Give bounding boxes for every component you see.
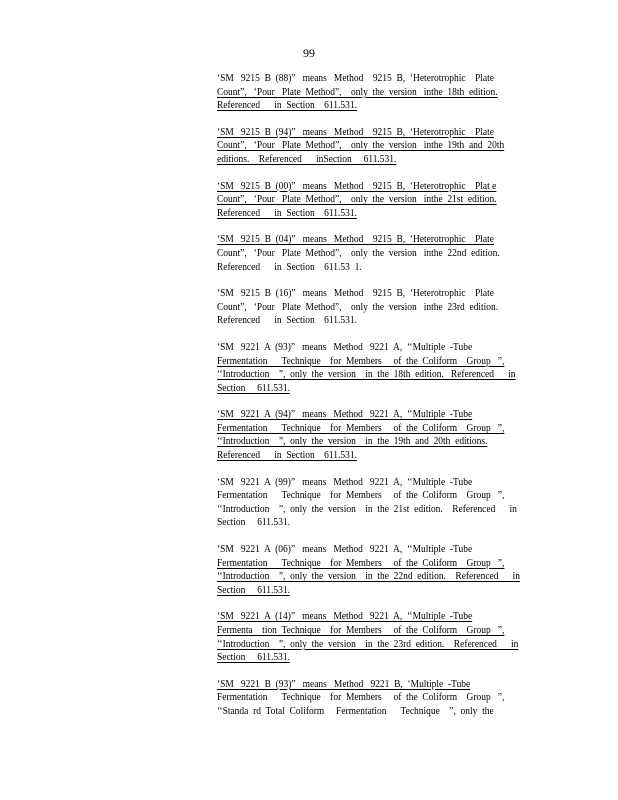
definition-entry — [217, 126, 543, 167]
definition-line-text: Fermentation Technique for Members of the Coliform Group ”, — [217, 354, 505, 367]
definition-line — [217, 678, 497, 692]
definition-entry — [217, 610, 543, 664]
definition-line-text: Referenced in Section 611.531. — [217, 206, 357, 219]
definition-line — [217, 543, 497, 557]
definition-line-text: Referenced in Section 611.531. — [217, 99, 357, 112]
definition-line-text: ‘‘Introduction ”, only the version in the 19th and 20th editions. — [217, 435, 488, 448]
definition-line — [217, 368, 516, 382]
definition-line-text: Count”, ‘Pour Plate Method”, only the version inthe 18th edition. — [217, 85, 498, 98]
definition-line — [217, 556, 505, 571]
definition-line-text: ‘SM 9221 A (94)” means Method 9221 A, ‘‘Multiple -Tube — [217, 408, 473, 421]
definition-line — [217, 610, 497, 624]
definition-line-text: editions. Referenced inSection 611.531. — [217, 152, 397, 165]
definition-line-text: Section 611.531. — [217, 381, 290, 394]
definition-line — [217, 193, 497, 207]
definition-line-text: Fermentation Technique for Members of the Coliform Group ”, — [217, 556, 505, 569]
definition-line — [217, 86, 497, 100]
definition-line — [217, 99, 497, 113]
definition-line — [217, 584, 497, 598]
definition-entry — [217, 233, 543, 274]
definition-entry — [217, 341, 543, 395]
definition-line-text: ‘SM 9215 B (16)” means Method 9215 B, ‘Heterotrophic Plate — [217, 287, 494, 300]
definition-line — [217, 180, 497, 194]
definition-line — [217, 246, 500, 261]
definition-line-text: ‘‘Introduction ”, only the version in the 23rd edition. Referenced in — [217, 637, 519, 650]
definition-entry — [217, 543, 543, 597]
definition-entry — [217, 678, 543, 719]
definition-line — [217, 126, 497, 140]
definition-entry — [217, 408, 543, 462]
definition-line-text: ‘SM 9221 A (06)” means Method 9221 A, ‘‘Multiple -Tube — [217, 543, 473, 556]
definition-line-text: Fermentation Technique for Members of the Coliform Group ”, — [217, 489, 505, 502]
definition-line-text: Fermentation Technique for Members of the Coliform Group ”, — [217, 421, 505, 434]
definition-line-text: Referenced in Section 611.531. — [217, 314, 357, 327]
definition-line — [217, 489, 505, 503]
definition-line — [217, 502, 517, 517]
definition-line — [217, 139, 505, 153]
page-number: 99 — [303, 46, 315, 60]
definition-entry — [217, 476, 543, 530]
definition-line — [217, 516, 497, 530]
definition-line-text: Section 611.531. — [217, 651, 290, 664]
definition-line-text: Section 611.531. — [217, 583, 290, 596]
definition-line — [217, 691, 505, 705]
definition-line-text: ‘SM 9221 A (14)” means Method 9221 A, ‘‘Multiple -Tube — [217, 610, 473, 623]
definition-line — [217, 153, 497, 167]
definition-line-text: Count”, ‘Pour Plate Method”, only the version inthe 19th and 20th — [217, 139, 505, 152]
definition-line-text: Count”, ‘Pour Plate Method”, only the version inthe 23rd edition. — [217, 300, 499, 313]
definition-line-text: ‘SM 9215 B (04)” means Method 9215 B, ‘Heterotrophic Plate — [217, 233, 494, 246]
definition-line — [217, 287, 497, 301]
definition-line — [217, 72, 497, 86]
definition-line-text: ‘SM 9221 A (99)” means Method 9221 A, ‘‘Multiple -Tube — [217, 475, 473, 488]
definition-line-text: Count”, ‘Pour Plate Method”, only the version inthe 22nd edition. — [217, 246, 500, 259]
definition-line — [217, 449, 497, 463]
definition-line-text: ‘‘Standa rd Total Coliform Fermentation Technique ”, only the — [217, 704, 494, 717]
definition-line-text: Referenced in Section 611.53 1. — [217, 260, 362, 273]
definition-line-text: Referenced in Section 611.531. — [217, 449, 357, 462]
definition-line — [217, 314, 497, 328]
definition-line-text: Count”, ‘Pour Plate Method”, only the version inthe 21st edition. — [217, 193, 497, 206]
definition-line — [217, 382, 497, 396]
definition-line — [217, 341, 497, 355]
definition-line — [217, 301, 497, 315]
definition-line — [217, 354, 505, 369]
definition-line — [217, 651, 497, 665]
definition-line-text: ‘SM 9215 B (88)” means Method 9215 B, ‘Heterotrophic Plate — [217, 72, 494, 84]
definition-line — [217, 570, 521, 584]
definition-line — [217, 261, 497, 275]
definition-entry — [217, 180, 543, 221]
definition-line — [217, 637, 519, 652]
definition-line-text: ‘‘Introduction ”, only the version in the 22nd edition. Referenced in — [217, 570, 521, 583]
definition-line-text: Section 611.531. — [217, 516, 290, 529]
definition-line-text: ‘‘Introduction ”, only the version in the 21st edition. Referenced in — [217, 502, 517, 515]
definition-line — [217, 435, 497, 449]
definition-line-text: ‘SM 9221 B (93)” means Method 9221 B, ‘Multiple -Tube — [217, 677, 471, 690]
definition-line-text: ‘SM 9221 A (93)” means Method 9221 A, ‘‘Multiple -Tube — [217, 340, 473, 353]
definition-line-text: Fermentation Technique for Members of the Coliform Group ”, — [217, 691, 505, 704]
definition-line — [217, 624, 505, 638]
definition-line-text: ‘‘Introduction ”, only the version in the 18th edition. Referenced in — [217, 368, 516, 381]
definition-line-text: Fermenta tion Technique for Members of the Coliform Group ”, — [217, 624, 505, 636]
definition-entry — [217, 287, 543, 328]
definition-line-text: ‘SM 9215 B (94)” means Method 9215 B, ‘Heterotrophic Plate — [217, 125, 494, 138]
definition-line-text: ‘SM 9215 B (00)” means Method 9215 B, ‘Heterotrophic Plat e — [217, 179, 497, 192]
definition-entry — [217, 72, 543, 113]
definition-line — [217, 233, 497, 247]
definitions-list — [217, 72, 543, 732]
definition-line — [217, 207, 497, 221]
definition-line — [217, 421, 505, 436]
definition-line — [217, 705, 497, 719]
definition-line — [217, 476, 497, 490]
definition-line — [217, 408, 497, 422]
